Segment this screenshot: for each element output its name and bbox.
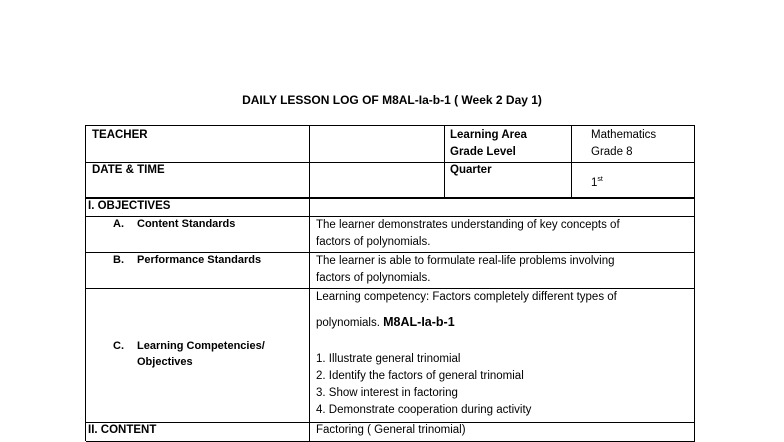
competency-intro-text: polynomials. (316, 317, 380, 329)
objective-item: 1. Illustrate general trinomial (316, 353, 461, 365)
learning-area-value: Mathematics (591, 129, 657, 141)
grade-level-value: Grade 8 (591, 146, 633, 158)
learning-area-label: Learning Area (450, 129, 527, 141)
quarter-value (591, 172, 603, 191)
page-title: DAILY LESSON LOG OF M8AL-Ia-b-1 ( Week 2 Day 1) (242, 93, 542, 107)
date-time-label: DATE & TIME (92, 164, 165, 176)
competencies-letter: C. (113, 340, 124, 352)
competencies-label: Objectives (137, 356, 193, 368)
teacher-label: TEACHER (92, 129, 148, 141)
competency-intro: Learning competency: Factors completely different types of (316, 291, 617, 303)
competency-intro-line2 (316, 314, 455, 331)
performance-standards-letter: B. (113, 254, 124, 266)
performance-standards-text: The learner is able to formulate real-life problems involving (316, 255, 615, 267)
competencies-label: Learning Competencies/ (137, 340, 265, 352)
performance-standards-text: factors of polynomials. (316, 272, 431, 284)
content-standards-text: The learner demonstrates understanding of key concepts of (316, 219, 620, 231)
objectives-heading: I. OBJECTIVES (88, 200, 171, 212)
objective-item: 2. Identify the factors of general trinomial (316, 370, 524, 382)
divider (309, 199, 310, 442)
performance-standards-label: Performance Standards (137, 254, 262, 266)
content-standards-text: factors of polynomials. (316, 236, 431, 248)
competency-code: M8AL-Ia-b-1 (383, 315, 455, 329)
quarter-number: 1 (591, 176, 598, 189)
objective-item: 4. Demonstrate cooperation during activity (316, 404, 532, 416)
quarter-label: Quarter (450, 164, 492, 176)
content-standards-letter: A. (113, 218, 124, 230)
content-heading: II. CONTENT (88, 424, 157, 436)
quarter-ordinal: st (597, 176, 603, 183)
content-standards-label: Content Standards (137, 218, 236, 230)
divider (86, 162, 695, 163)
objective-item: 3. Show interest in factoring (316, 387, 458, 399)
divider (86, 197, 695, 199)
content-value: Factoring ( General trinomial) (316, 424, 466, 436)
grade-level-label: Grade Level (450, 146, 516, 158)
